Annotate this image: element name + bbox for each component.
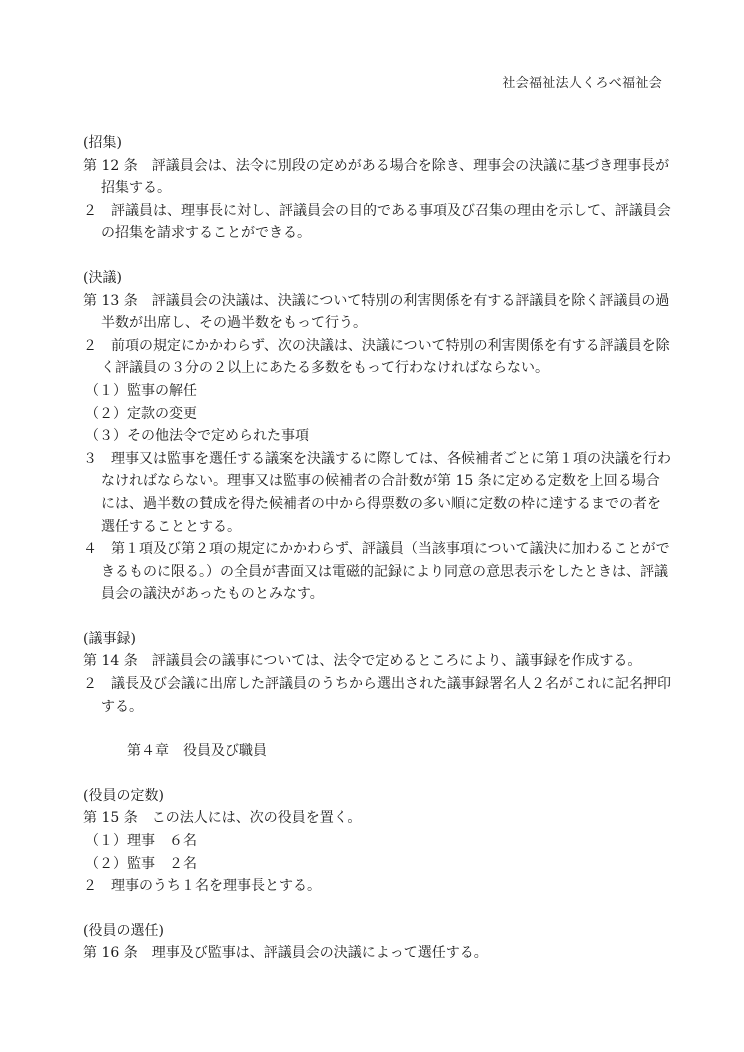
organization-name: 社会福祉法人くろべ福祉会 (502, 76, 662, 91)
section-heading-officer-count: (役員の定数) (83, 787, 164, 804)
article-12-paragraph-2: ２ 評議員は、理事長に対し、評議員会の目的である事項及び召集の理由を示して、評議員会の招集を請求することができる。 (83, 202, 671, 242)
list-item: （３）その他法令で定められた事項 (85, 428, 309, 445)
section-heading-convocation: (招集) (83, 135, 122, 151)
article-13-paragraph-2: ２ 前項の規定にかかわらず、次の決議は、決議について特別の利害関係を有する評議員を除く評議員の３分の２以上にあたる多数をもって行わなければならない。 (83, 337, 670, 377)
section-heading-resolution: (決議) (83, 269, 122, 286)
section-heading-officer-election: (役員の選任) (83, 922, 164, 939)
section-heading-minutes: (議事録) (83, 630, 136, 647)
article-15: 第 15 条 この法人には、次の役員を置く。 (83, 810, 362, 827)
document-body (83, 132, 673, 965)
article-13-paragraph-3: ３ 理事又は監事を選任する議案を決議するに際しては、各候補者ごとに第１項の決議を行わなければならない。理事又は監事の候補者の合計数が第 15 条に定める定数を上回る場合には、過半数の賛成を得た候補者の中から得票数の多い順に定数の枠に達するまでの者を選任することとする。 (83, 450, 671, 535)
article-13-paragraph-4: ４ 第１項及び第２項の規定にかかわらず、評議員（当該事項について議決に加わることができるものに限る。）の全員が書面又は電磁的記録により同意の意思表示をしたときは、評議員会の議決があったものとみなす。 (83, 541, 670, 603)
article-13: 第 13 条 評議員会の決議は、決議について特別の利害関係を有する評議員を除く評議員の過半数が出席し、その過半数をもって行う。 (83, 292, 670, 332)
article-16: 第 16 条 理事及び監事は、評議員会の決議によって選任する。 (83, 945, 488, 962)
article-15-paragraph-2: ２ 理事のうち１名を理事長とする。 (83, 878, 321, 895)
list-item: （１）理事 ６名 (85, 833, 197, 850)
list-item: （２）定款の変更 (85, 405, 197, 422)
list-item: （２）監事 ２名 (85, 855, 197, 872)
article-12: 第 12 条 評議員会は、法令に別段の定めがある場合を除き、理事会の決議に基づき理事長が招集する。 (83, 157, 670, 197)
article-14: 第 14 条 評議員会の議事については、法令で定めるところにより、議事録を作成する。 (83, 653, 642, 670)
article-14-paragraph-2: ２ 議長及び会議に出席した評議員のうちから選出された議事録署名人２名がこれに記名押印する。 (83, 676, 671, 715)
list-item: （１）監事の解任 (85, 382, 197, 399)
chapter-title: 第４章 役員及び職員 (127, 743, 267, 760)
